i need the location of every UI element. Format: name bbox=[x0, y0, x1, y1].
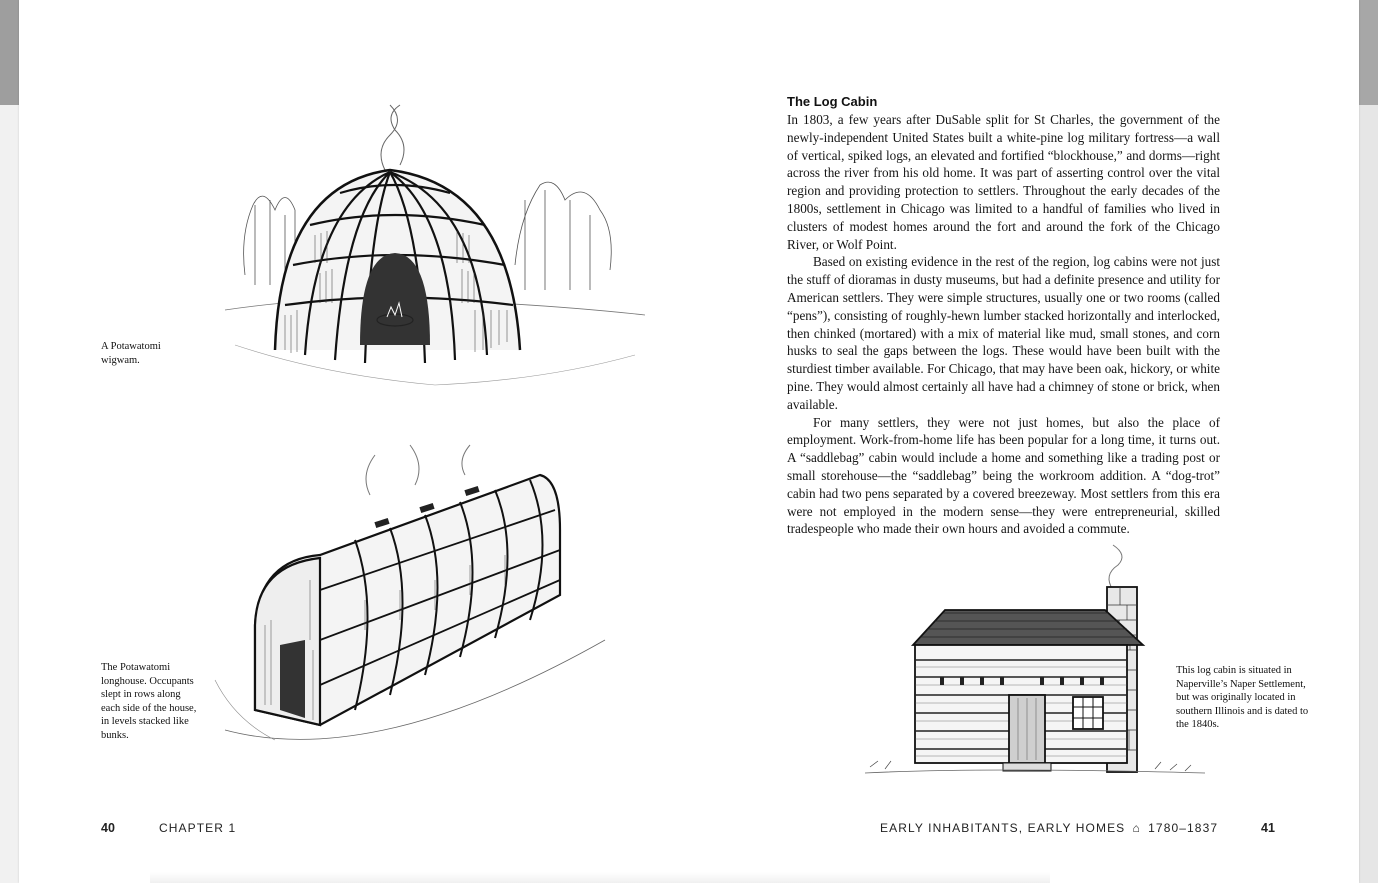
wigwam-caption: A Potawatomi wigwam. bbox=[101, 341, 161, 366]
page-shadow bbox=[150, 872, 1050, 883]
right-page-number: 41 bbox=[1261, 821, 1275, 835]
body-text bbox=[787, 111, 1220, 538]
right-running-head bbox=[880, 821, 1218, 835]
paragraph-2: Based on existing evidence in the rest of the region, log cabins were not just the stuff of dioramas in dusty museums, but had a definite presence and utility for American settlers. They were simple structures, usually one or two rooms (called “pens”), consisting of roughly-hewn lumber stacked horizontally and interlocked, then chinked (mortared) with a mix of material like mud, small stones, and corn husks to seal the gaps between the logs. These would have been built with the sturdiest timber available. For Chicago, that may have been oak, hickory, or white pine. They would almost certainly all have had a chimney of stone or brick, when available. bbox=[787, 254, 1220, 412]
left-page-number: 40 bbox=[101, 821, 115, 835]
house-icon: ⌂ bbox=[1132, 821, 1141, 835]
log-cabin-caption: This log cabin is situated in Naperville’s Naper Settlement, but was originally located in southern Illinois and is dated to the 1840s. bbox=[1176, 665, 1309, 731]
wigwam-illustration bbox=[225, 105, 645, 415]
paragraph-3: For many settlers, they were not just homes, but also the place of employment. Work-from-home life has been popular for a long time, it turns out. A “saddlebag” cabin would include a home and something like a trading post or small storehouse—the “saddlebag” being the workroom addition. A “dog-trot” cabin had two pens separated by a covered breezeway. Most settlers from this era were not employed in the modern sense—they were entrepreneurial, skilled tradespeople who made their own hours and avoided a commute. bbox=[787, 414, 1220, 537]
longhouse-caption: The Potawatomi longhouse. Occupants slept in rows along each side of the house, in levels stacked like bunks. bbox=[101, 662, 197, 741]
left-running-head: CHAPTER 1 bbox=[159, 821, 237, 835]
log-cabin-illustration bbox=[865, 545, 1205, 785]
viewer-scroll-area[interactable] bbox=[1359, 0, 1378, 883]
running-head-years: 1780–1837 bbox=[1148, 821, 1219, 835]
running-head-title: EARLY INHABITANTS, EARLY HOMES bbox=[880, 821, 1126, 835]
paragraph-1: In 1803, a few years after DuSable split for St Charles, the government of the newly-independent United States built a white-pine log military fortress—a wall of vertical, spiked logs, an elevated and fortified “blockhouse,” and dorms—right across the river from his old home. It was part of asserting control over the vital region and providing protection to settlers. Throughout the early decades of the 1800s, settlement in Chicago was limited to a handful of families who lived in clusters of modest homes around the fort and around the fork of the Chicago River, or Wolf Point. bbox=[787, 112, 1220, 252]
section-title: The Log Cabin bbox=[787, 94, 878, 109]
longhouse-illustration bbox=[195, 440, 615, 760]
